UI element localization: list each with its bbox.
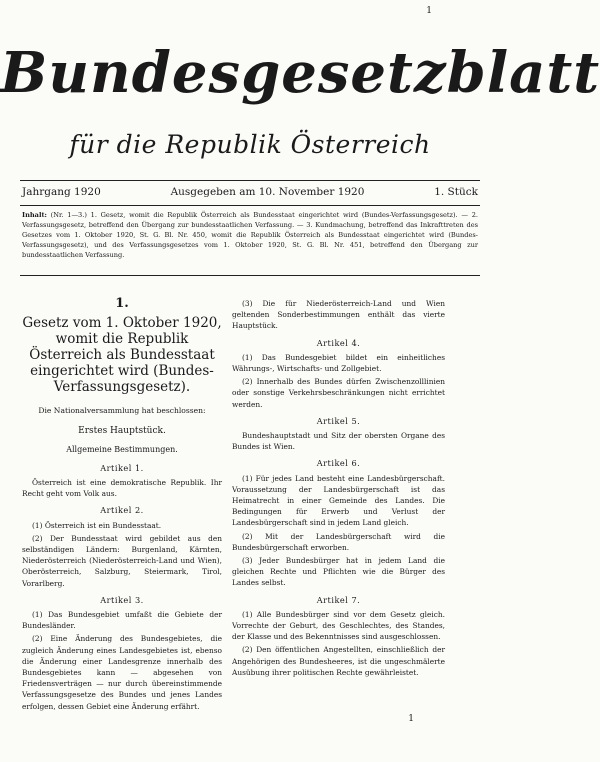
article-4-heading: Artikel 4. xyxy=(316,337,361,348)
contents-rule xyxy=(20,275,480,276)
right-column xyxy=(232,298,445,680)
issue-year: Jahrgang 1920 xyxy=(22,186,101,198)
law-title: Gesetz vom 1. Oktober 1920, womit die Republik Österreich als Bundesstaat eingerichtet wird (Bundes-Verfassungsgesetz). xyxy=(22,315,222,396)
article-3-paragraph-1: (1) Das Bundesgebiet umfaßt die Gebiete der Bundesländer. xyxy=(22,610,222,631)
article-1-heading: Artikel 1. xyxy=(100,462,144,473)
issue-line xyxy=(22,186,478,198)
table-of-contents xyxy=(22,210,478,260)
section-subheading: Allgemeine Bestimmungen. xyxy=(66,444,178,454)
law-number: 1. xyxy=(115,296,129,311)
preamble: Die Nationalversammlung hat beschlossen: xyxy=(38,406,206,416)
article-5-heading: Artikel 5. xyxy=(316,415,361,426)
page-number-top: 1 xyxy=(426,6,432,16)
article-2-paragraph-2: (2) Der Bundesstaat wird gebildet aus den selbständigen Ländern: Burgenland, Kärnten, Niederösterreich (Niederösterreich-Land und Wien), Oberösterreich, Salzburg, Steiermark, Tirol, Vorarlberg. xyxy=(22,533,222,588)
article-6-heading: Artikel 6. xyxy=(316,458,361,469)
issue-rule xyxy=(20,205,480,206)
article-6-paragraph-3: (3) Jeder Bundesbürger hat in jedem Land die gleichen Rechte und Pflichten wie die Bürger des Landes selbst. xyxy=(232,556,445,588)
article-7-paragraph-2: (2) Den öffentlichen Angestellten, einschließlich der Angehörigen des Bundesheeres, ist die ungeschmälerte Ausübung ihrer politischen Rechte gewährleistet. xyxy=(232,645,445,677)
issue-date: Ausgegeben am 10. November 1920 xyxy=(170,186,365,198)
article-3-paragraph-3: (3) Die für Niederösterreich-Land und Wien geltenden Sonderbestimmungen enthält das vierte Hauptstück. xyxy=(232,299,445,331)
section-heading: Erstes Hauptstück. xyxy=(78,426,166,437)
article-7-paragraph-1: (1) Alle Bundesbürger sind vor dem Gesetz gleich. Vorrechte der Geburt, des Geschlechtes, des Standes, der Klasse und des Bekenntnisses sind ausgeschlossen. xyxy=(232,609,445,642)
article-1-text: Österreich ist eine demokratische Republik. Ihr Recht geht vom Volk aus. xyxy=(22,478,222,499)
article-3-heading: Artikel 3. xyxy=(100,594,144,605)
masthead-title: Bundesgesetzblatt xyxy=(0,40,600,106)
left-column xyxy=(22,298,222,714)
article-2-heading: Artikel 2. xyxy=(100,505,144,516)
article-7-heading: Artikel 7. xyxy=(316,594,361,605)
masthead-subtitle: für die Republik Österreich xyxy=(69,130,431,159)
article-5-text: Bundeshauptstadt und Sitz der obersten Organe des Bundes ist Wien. xyxy=(232,431,445,452)
page-number-bottom: 1 xyxy=(408,714,414,724)
article-4-paragraph-2: (2) Innerhalb des Bundes dürfen Zwischenzolllinien oder sonstige Verkehrsbeschränkungen nicht errichtet werden. xyxy=(232,377,445,409)
article-6-paragraph-1: (1) Für jedes Land besteht eine Landesbürgerschaft. Voraussetzung der Landesbürgerschaft ist das Heimatrecht in einer Gemeinde des Landes. Die Bedingungen für Erwerb und Verlust der Landesbürgerschaft sind in jedem Land gleich. xyxy=(232,473,445,528)
contents-label: Inhalt: xyxy=(22,211,47,219)
top-rule xyxy=(20,180,480,181)
article-2-paragraph-1: (1) Österreich ist ein Bundesstaat. xyxy=(32,520,162,530)
article-6-paragraph-2: (2) Mit der Landesbürgerschaft wird die Bundesbürgerschaft erworben. xyxy=(232,531,445,552)
article-4-paragraph-1: (1) Das Bundesgebiet bildet ein einheitliches Währungs-, Wirtschafts- und Zollgebiet. xyxy=(232,352,445,374)
issue-piece: 1. Stück xyxy=(434,186,478,198)
contents-text: (Nr. 1—3.) 1. Gesetz, womit die Republik Österreich als Bundesstaat eingerichtet wird (Bundes-Verfassungsgesetz). — 2. Verfassungsgesetz, betreffend den Übergang zur bundesstaatlichen Verfassung. — 3. Kundmachung, betreffend das Inkrafttreten des Gesetzes vom 1. Oktober 1920, St. G. Bl. Nr. 450, womit die Republik Österreich als Bundesstaat eingerichtet wird (Bundes-Verfassungsgesetz), und des Verfassungsgesetzes vom 1. Oktober 1920, St. G. Bl. Nr. 451, betreffend den Übergang zur bundesstaatlichen Verfassung. xyxy=(22,211,478,259)
article-3-paragraph-2: (2) Eine Änderung des Bundesgebietes, die zugleich Änderung eines Landesgebietes ist, ebenso die Änderung einer Landesgrenze innerhalb des Bundesgebietes kann — abgesehen von Friedensverträgen — nur durch übereinstimmende Verfassungsgesetze des Bundes und jenes Landes erfolgen, dessen Gebiet eine Änderung erfährt. xyxy=(22,634,222,711)
